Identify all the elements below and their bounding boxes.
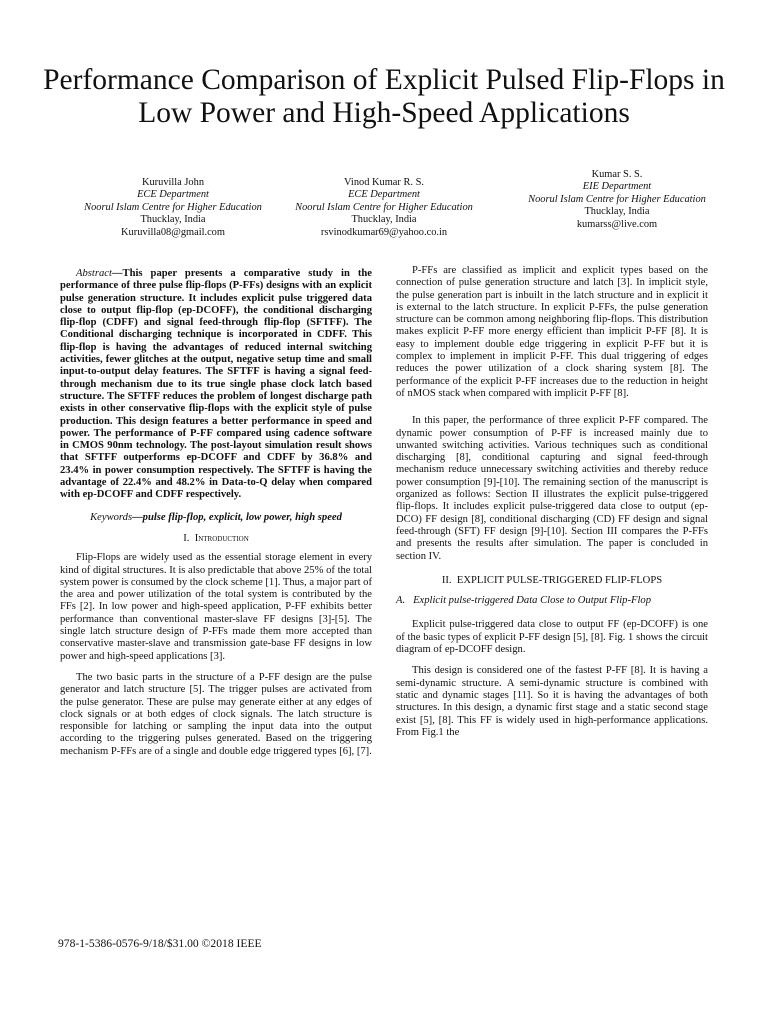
section-number: II. xyxy=(441,574,452,586)
section-title: EXPLICIT PULSE-TRIGGERED FLIP-FLOPS xyxy=(456,574,663,586)
author-name: Vinod Kumar R. S. xyxy=(344,177,424,188)
body-paragraph-2: In this paper, the performance of three explicit P-FF compared. The dynamic power consumption of P-FF is increased mainly due to unwanted switching activities. Various techniques such as conditional discharging [8], conditional capturing and signal feed-through mechanism reduce unnecessary switching activities and thereby reduce power consumption [9]-[10]. The remaining section of the manuscript is organized as follows: Section II illustrates the explicit pulse-triggered flip-flops. It includes explicit pulse-triggered data close to output (ep-DCO) FF design [8], conditional discharging (CD) FF design and signal feed-through (SFT) FF design [9]-[10]. Section III compares the P-FFs and presents the results after simulation. The paper is concluded in section IV. xyxy=(396,415,708,562)
right-column xyxy=(396,265,708,739)
abstract xyxy=(60,268,372,502)
author-location: Thucklay, India xyxy=(140,214,206,226)
body-paragraph-4: This design is considered one of the fastest P-FF [8]. It is having a semi-dynamic structure. A semi-dynamic structure is combined with static and dynamic stages [11]. So it is having the advantages of both structures. In this design, a dynamic first stage and a static second stage exist [5], [8]. This FF is widely used in high-performance applications. From Fig.1 the xyxy=(396,665,708,738)
author-institution: Noorul Islam Centre for Higher Education xyxy=(295,201,473,213)
subsection-title: Explicit pulse-triggered Data Close to Output Flip-Flop xyxy=(413,595,652,607)
section-heading-explicit-pulse-triggered xyxy=(396,575,708,587)
intro-paragraph-2: The two basic parts in the structure of a P-FF design are the pulse generator and latch structure [5]. The trigger pulses are activated from the pulse generator. These are pulse may generate either at any edges of clock signals or at both edges of clock signals. The latch structure is responsible for latching or sampling the input data into the output according to the triggering pulses generated. Based on the triggering mechanism P-FFs are of a single and double edge triggered types [6], [7]. xyxy=(60,671,372,757)
abstract-text: —This paper presents a comparative study in the performance of three pulse flip-flops (P-FFs) designs with an explicit pulse generation structure. It includes explicit pulse triggered data close to output flip-flop (ep-DCOFF), the conditional discharging flip-flop (CDFF) and signal feed-through flip-flop (SFTFF). The Conditional discharging technique is incorporated in CDFF. This flip-flop is having the advantages of reduced internal switching activities, fewer glitches at the output, negative setup time and small input-to-output delay features. The SFTFF is having a signal feed-through mechanism due to its true single phase clock latch based structure. The SFTFF reduces the problem of longest discharge path exists in other conservative flip-flops with the explicit style of pulse production. This design features a better performance in speed and power. The performance of P-FF compared using cadence software in CMOS 90nm technology. The post-layout simulation result shows that SFTFF outperforms ep-DCOFF and CDFF by 36.8% and 23.4% in power consumption respectively. The SFTFF is having the advantage of 22.4% and 48.2% in Data-to-Q delay when compared with ep-DCOFF and CDFF respectively. xyxy=(60,268,372,501)
author-institution: Noorul Islam Centre for Higher Education xyxy=(528,193,706,205)
author-name: Kumar S. S. xyxy=(591,169,643,180)
author-department: EIE Department xyxy=(582,181,652,193)
author-location: Thucklay, India xyxy=(584,206,650,218)
author-department: ECE Department xyxy=(348,189,420,201)
body-paragraph-1: P-FFs are classified as implicit and explicit types based on the connection of pulse generation structure and latch [3]. In implicit style, the pulse generation part is inbuilt in the latch structure and in explicit it is external to the latch structure. In explicit P-FFs, the pulse generation structure can be common among neighboring flip-flops. This distribution makes explicit P-FF more energy efficient than implicit P-FF [8]. It is easy to implement double edge triggering in explicit P-FF but it is complex to implement in implicit P-FF. This dual triggering of edges reduces the power utilization of a clock sharing system [8]. The performance of the explicit P-FF increases due to the reduction in height of nMOS stack when compared with implicit P-FF [8]. xyxy=(396,265,708,399)
subsection-heading-a xyxy=(396,595,708,607)
abstract-lead: Abstract xyxy=(76,268,112,279)
author-institution: Noorul Islam Centre for Higher Education xyxy=(84,201,262,213)
keywords-lead: Keywords xyxy=(90,511,133,523)
keywords-text: —pulse flip-flop, explicit, low power, high speed xyxy=(132,511,342,523)
author-email: Kuruvilla08@gmail.com xyxy=(121,226,225,238)
section-number: I. xyxy=(183,532,190,544)
left-column xyxy=(60,268,372,758)
intro-paragraph-1: Flip-Flops are widely used as the essential storage element in every kind of digital structures. It is also predictable that above 25% of the total system power is consumed by the clock scheme [1]. Thus, a major part of the area and power utilization of the total system is contributed by the FFs [2]. In low power and high-speed application, P-FF exhibits better performance than conventional master-slave FF designs [3]-[5]. The single latch structure design of P-FFs made them more accepted than conservative master-slave and transmission gate-base FF designs in low power and high-speed applications [3]. xyxy=(60,552,372,662)
subsection-number: A. xyxy=(396,595,406,607)
author-block-3 xyxy=(502,169,732,231)
copyright-footer: 978-1-5386-0576-9/18/$31.00 ©2018 IEEE xyxy=(58,937,262,950)
author-name: Kuruvilla John xyxy=(141,177,205,188)
author-email: rsvinodkumar69@yahoo.co.in xyxy=(320,226,448,238)
body-paragraph-3: Explicit pulse-triggered data close to output FF (ep-DCOFF) is one of the basic types of explicit P-FF design [5], [8]. Fig. 1 shows the circuit diagram of ep-DCOFF design. xyxy=(396,619,708,656)
author-location: Thucklay, India xyxy=(351,214,417,226)
author-block-1 xyxy=(58,177,288,239)
paper-title: Performance Comparison of Explicit Pulsed Flip-Flops in Low Power and High-Speed Applications xyxy=(43,64,725,129)
section-heading-introduction xyxy=(60,533,372,545)
keywords xyxy=(60,512,372,524)
author-email: kumarss@live.com xyxy=(576,218,658,230)
author-block-2 xyxy=(269,177,499,239)
section-title: Introduction xyxy=(194,532,249,544)
author-department: ECE Department xyxy=(137,189,209,201)
